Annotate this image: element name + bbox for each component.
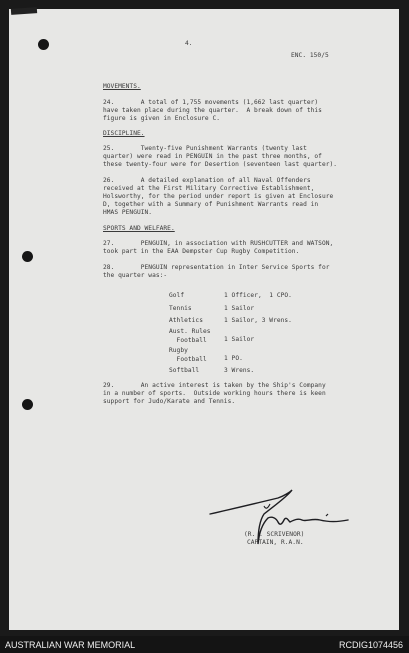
footer-archive-name: AUSTRALIAN WAR MEMORIAL [5,640,136,650]
sport-representation: 1 Officer, 1 CPO. [224,292,292,299]
paragraph-27-line: 27. PENGUIN, in association with RUSHCUTTER and WATSON, [103,240,334,247]
signatory-name: (R. . SCRIVENOR) [244,531,305,538]
paragraph-26-line: 26. A detailed explanation of all Naval Offenders [103,177,311,184]
sport-representation: 1 Sailor [224,336,255,343]
punch-hole [22,251,33,262]
footer-bar [0,636,409,653]
heading-discipline: DISCIPLINE. [103,130,145,137]
paragraph-27-line: took part in the EAA Dempster Cup Rugby Competition. [103,248,300,255]
sport-name: Tennis [169,305,192,312]
heading-movements: MOVEMENTS. [103,83,141,90]
paragraph-24-line: have taken place during the quarter. A break down of this [103,107,322,114]
sport-representation: 1 PO. [224,355,243,362]
paragraph-26-line: received at the First Military Corrective Establishment, [103,185,315,192]
reference-number: ENC. 150/5 [291,52,329,59]
paragraph-24-line: figure is given in Enclosure C. [103,115,221,122]
paragraph-26-line: Holsworthy, for the period under report is given at Enclosure [103,193,334,200]
paragraph-29-line: in a number of sports. Outside working hours there is keen [103,390,326,397]
paragraph-25-line: quarter) were read in PENGUIN in the past three months, of [103,153,322,160]
paragraph-24-line: 24. A total of 1,755 movements (1,662 last quarter) [103,99,319,106]
sport-representation: 1 Sailor [224,305,255,312]
paragraph-25-line: these twenty-four were for Desertion (seventeen last quarter). [103,161,338,168]
sport-representation: 3 Wrens. [224,367,255,374]
sport-name: Rugby Football [169,347,207,363]
sport-name: Athletics [169,317,203,324]
paragraph-26-line: D, together with a Summary of Punishment Warrants read in [103,201,319,208]
paragraph-28-line: the quarter was:- [103,272,168,279]
paragraph-29-line: 29. An active interest is taken by the Ship's Company [103,382,326,389]
punch-hole [22,399,33,410]
footer-record-id: RCDIG1074456 [338,640,403,650]
page-number: 4. [185,40,193,47]
sport-name: Golf [169,292,185,299]
sport-name: Softball [169,367,200,374]
punch-hole [38,39,49,50]
paragraph-25-line: 25. Twenty-five Punishment Warrants (twenty last [103,145,307,152]
paragraph-26-line: HMAS PENGUIN. [103,209,153,216]
paragraph-29-line: support for Judo/Karate and Tennis. [103,398,236,405]
sport-representation: 1 Sailor, 3 Wrens. [224,317,292,324]
paragraph-28-line: 28. PENGUIN representation in Inter Service Sports for [103,264,330,271]
heading-sports-welfare: SPORTS AND WELFARE. [103,225,175,232]
sport-name: Aust. Rules Football [169,328,211,344]
signatory-rank: CAPTAIN, R.A.N. [247,539,304,546]
